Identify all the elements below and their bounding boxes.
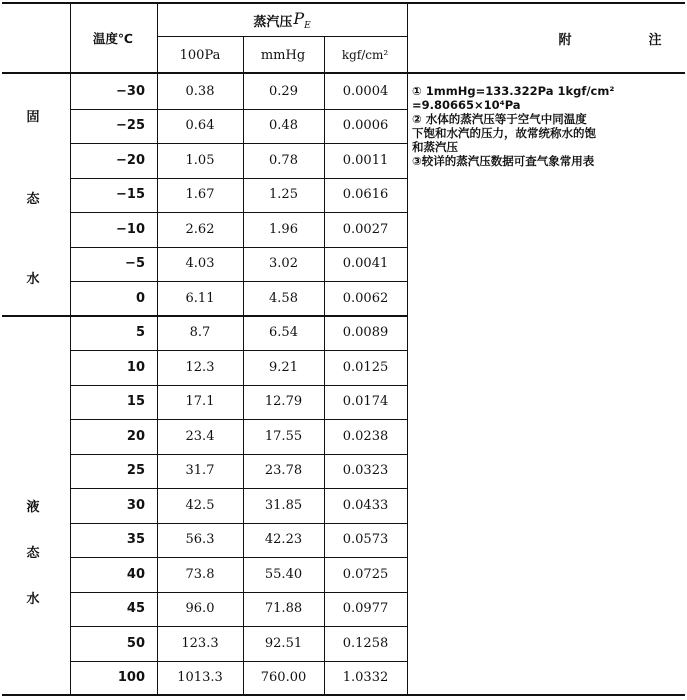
cell-pa: 8.7 <box>189 325 211 341</box>
cell-kgf: 1.0332 <box>342 670 389 686</box>
rule-row-13 <box>70 523 407 524</box>
note-line-4: 下饱和水汽的压力，故常统称水的饱 <box>412 126 596 140</box>
cell-kgf: 0.0174 <box>342 394 389 410</box>
cell-temp: 5 <box>135 325 145 341</box>
cell-kgf: 0.0433 <box>342 497 389 513</box>
header-note-b: 注 <box>648 32 662 48</box>
rule-row-10 <box>70 419 407 420</box>
cell-pa: 0.38 <box>185 83 215 99</box>
cell-pa: 73.8 <box>185 566 215 582</box>
note-line-6: ③较详的蒸汽压数据可查气象常用表 <box>412 154 595 168</box>
cell-mmhg: 1.25 <box>269 187 298 203</box>
note-line-2: =9.80665×10⁴Pa <box>412 98 521 112</box>
rule-row-5 <box>70 247 407 248</box>
header-pressure-label: 蒸汽压 <box>253 14 293 30</box>
rule-header-v-3 <box>324 37 325 72</box>
cell-temp: 10 <box>126 359 145 375</box>
rule-row-6 <box>70 281 407 282</box>
state-solid-2: 态 <box>26 192 40 207</box>
cell-temp: −10 <box>116 221 145 237</box>
note-line-1: ① 1mmHg=133.322Pa 1kgf/cm² <box>412 84 615 98</box>
cell-temp: −15 <box>116 187 145 203</box>
cell-pa: 123.3 <box>181 635 219 651</box>
rule-header-v-0 <box>70 4 71 72</box>
cell-pa: 96.0 <box>185 601 215 617</box>
rule-row-4 <box>70 212 407 213</box>
header-unit-pa: 100Pa <box>179 47 221 63</box>
rule-header-v-1 <box>157 4 158 72</box>
header-pressure-subscript: E <box>304 21 311 32</box>
cell-temp: 15 <box>126 394 145 410</box>
cell-mmhg: 55.40 <box>264 566 303 582</box>
rule-row-11 <box>70 454 407 455</box>
notes <box>412 84 684 168</box>
cell-pa: 23.4 <box>185 428 215 444</box>
rule-header-bottom <box>2 72 685 74</box>
state-solid-1: 固 <box>26 110 40 125</box>
cell-mmhg: 31.85 <box>264 497 303 513</box>
cell-mmhg: 17.55 <box>264 428 303 444</box>
cell-kgf: 0.0089 <box>342 325 389 341</box>
rule-row-16 <box>70 626 407 627</box>
state-liquid-3: 水 <box>26 592 40 607</box>
cell-pa: 17.1 <box>185 394 215 410</box>
header-unit-kgf: kgf/cm² <box>341 48 389 62</box>
cell-temp: 35 <box>126 532 145 548</box>
cell-temp: 50 <box>126 635 145 651</box>
cell-pa: 1.05 <box>185 152 215 168</box>
cell-mmhg: 0.29 <box>269 83 298 99</box>
cell-mmhg: 0.48 <box>269 118 298 134</box>
cell-temp: 25 <box>126 463 145 479</box>
rule-state-divider <box>2 315 407 317</box>
cell-mmhg: 1.96 <box>269 221 298 237</box>
cell-kgf: 0.0041 <box>342 256 389 272</box>
cell-mmhg: 4.58 <box>269 290 298 306</box>
cell-kgf: 0.0062 <box>342 290 389 306</box>
cell-pa: 2.62 <box>185 221 215 237</box>
header-temp: 温度℃ <box>92 31 134 46</box>
rule-row-12 <box>70 488 407 489</box>
rule-header-v-2 <box>243 37 244 72</box>
cell-mmhg: 71.88 <box>264 601 303 617</box>
state-liquid-1: 液 <box>26 500 40 515</box>
cell-temp: −5 <box>125 256 145 272</box>
state-solid-3: 水 <box>26 272 40 287</box>
rule-row-17 <box>70 661 407 662</box>
cell-kgf: 0.1258 <box>342 635 389 651</box>
cell-temp: 30 <box>126 497 145 513</box>
cell-temp: 100 <box>117 670 145 686</box>
cell-temp: −30 <box>116 83 145 99</box>
cell-mmhg: 6.54 <box>269 325 298 341</box>
cell-pa: 6.11 <box>185 290 215 306</box>
cell-temp: −20 <box>116 152 145 168</box>
rule-header-mid <box>157 36 407 37</box>
header-pressure-symbol-letter: P <box>293 8 305 28</box>
rule-row-2 <box>70 143 407 144</box>
cell-pa: 0.64 <box>185 118 215 134</box>
cell-mmhg: 3.02 <box>269 256 298 272</box>
cell-mmhg: 760.00 <box>260 670 307 686</box>
rule-row-1 <box>70 109 407 110</box>
rule-row-14 <box>70 557 407 558</box>
cell-kgf: 0.0011 <box>342 152 389 168</box>
cell-kgf: 0.0616 <box>342 187 389 203</box>
cell-kgf: 0.0006 <box>342 118 389 134</box>
cell-temp: 20 <box>126 428 145 444</box>
cell-mmhg: 42.23 <box>264 532 303 548</box>
cell-pa: 56.3 <box>185 532 215 548</box>
rule-row-3 <box>70 178 407 179</box>
header-unit-mmhg: mmHg <box>260 47 306 63</box>
cell-kgf: 0.0125 <box>342 359 389 375</box>
cell-mmhg: 9.21 <box>269 359 298 375</box>
cell-pa: 42.5 <box>185 497 215 513</box>
header-pressure-symbol <box>293 9 310 31</box>
cell-mmhg: 23.78 <box>264 463 303 479</box>
cell-pa: 31.7 <box>185 463 215 479</box>
header-note-a: 附 <box>558 32 572 48</box>
rule-row-9 <box>70 385 407 386</box>
cell-mmhg: 12.79 <box>264 394 303 410</box>
cell-kgf: 0.0004 <box>342 83 389 99</box>
cell-temp: 40 <box>126 566 145 582</box>
cell-temp: 0 <box>135 290 145 306</box>
cell-pa: 1.67 <box>185 187 215 203</box>
header-pressure-group <box>158 4 406 36</box>
rule-row-8 <box>70 350 407 351</box>
cell-mmhg: 92.51 <box>264 635 303 651</box>
note-line-3: ② 水体的蒸汽压等于空气中同温度 <box>412 112 587 126</box>
note-line-5: 和蒸汽压 <box>412 140 458 154</box>
cell-kgf: 0.0323 <box>342 463 389 479</box>
cell-temp: −25 <box>116 118 145 134</box>
rule-row-15 <box>70 592 407 593</box>
state-liquid-2: 态 <box>26 546 40 561</box>
cell-mmhg: 0.78 <box>269 152 298 168</box>
cell-kgf: 0.0977 <box>342 601 389 617</box>
cell-kgf: 0.0725 <box>342 566 389 582</box>
cell-temp: 45 <box>126 601 145 617</box>
rule-notes-divider <box>407 4 408 694</box>
cell-kgf: 0.0238 <box>342 428 389 444</box>
cell-pa: 12.3 <box>185 359 215 375</box>
cell-kgf: 0.0027 <box>342 221 389 237</box>
cell-pa: 1013.3 <box>177 670 223 686</box>
cell-pa: 4.03 <box>185 256 215 272</box>
cell-kgf: 0.0573 <box>342 532 389 548</box>
